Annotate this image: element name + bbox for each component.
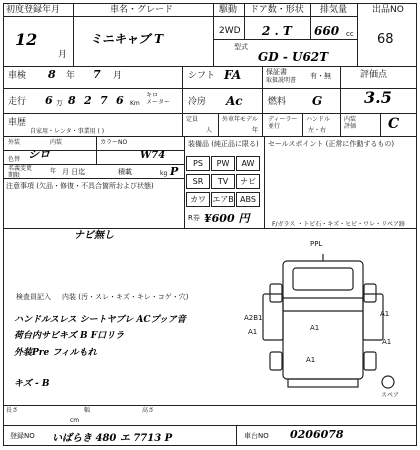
steering-options: 左・右 — [308, 127, 327, 134]
dealer-label: ディーラー並行 — [268, 116, 298, 130]
width-label: 幅 — [84, 407, 91, 414]
inspector-options: 内装 (汚・スレ・キズ・キレ・コゲ・穴) — [62, 293, 189, 301]
lot-label: 出品NO — [372, 5, 404, 15]
ac-value: Ac — [226, 94, 243, 108]
equip-sr: SR — [186, 174, 210, 189]
equip-aw: AW — [236, 156, 260, 171]
model-year-unit: 年 — [252, 127, 259, 134]
interior-color-label: 内装 — [50, 139, 63, 146]
exterior-color-value: シロ — [28, 148, 50, 161]
date-year-unit: 年 — [50, 168, 57, 175]
mileage-label: 走行 — [8, 97, 27, 107]
cc-unit: cc — [346, 30, 354, 38]
month-unit: 月 — [58, 50, 68, 60]
score-label: 評価点 — [360, 70, 388, 80]
spare-label: スペア — [381, 392, 400, 399]
shift-label: シフト — [188, 71, 216, 81]
date-month-day: 月 日迄 — [62, 168, 86, 176]
warranty-options: 有・無 — [310, 72, 331, 80]
model-year-label: 外車年モデル — [222, 116, 258, 123]
drive-value: 2WD — [219, 26, 241, 36]
height-label: 高さ — [142, 407, 155, 414]
score-value: 3.5 — [364, 88, 392, 107]
reg-no-value: いばらき 480 エ 7713 P — [52, 433, 173, 444]
inspector-line-1: ハンドルスレス シートヤブレ ACプッア音 — [14, 315, 186, 325]
displacement-value: 660 — [314, 24, 340, 38]
shift-value: FA — [224, 68, 242, 82]
capacity-unit: 人 — [206, 127, 213, 134]
steering-label: ハンドル — [306, 116, 331, 123]
mileage-d1: 6 — [45, 94, 53, 107]
history-options: 自家用・レンタ・事業用 ( ) — [30, 128, 105, 135]
notes-label: 注意事項 (欠品・修復・不具合箇所および状態) — [6, 182, 154, 190]
inspector-line-4: キズ - B — [14, 379, 50, 389]
equip-abs: ABS — [236, 192, 260, 207]
glass-label: F/ガラス ・トビ石・キズ・ヒビ・ワレ・リペア跡 — [272, 221, 405, 228]
chassis-label: 車台NO — [244, 432, 269, 440]
mileage-note: キロ メーター — [146, 92, 171, 106]
equipment-title: 装備品 (純正品に限る) — [188, 140, 259, 148]
model-type-label: 型式 — [234, 43, 248, 51]
length-unit: cm — [70, 417, 80, 424]
warranty-label: 保証書 — [266, 68, 287, 76]
notes-content: ナビ無し — [74, 230, 114, 241]
exterior-color-label: 外装 — [8, 139, 21, 146]
reg-no-label: 登録NO — [10, 432, 35, 440]
lot-number: 68 — [377, 32, 394, 47]
shaken-label: 車検 — [8, 71, 27, 81]
recycle-kg: P — [170, 165, 179, 178]
mileage-d5: 6 — [116, 94, 124, 107]
capacity-label: 定員 — [186, 116, 199, 123]
first-reg-label: 初度登録年月 — [6, 5, 61, 15]
mileage-unit2: Km — [130, 100, 140, 107]
equip-tv: TV — [211, 174, 235, 189]
first-reg-month: 12 — [15, 30, 38, 49]
diagram-label-a1-center: A1 — [310, 324, 320, 332]
inspector-line-3: 外装Pre フィルもれ — [14, 348, 97, 358]
loading-unit: kg — [160, 170, 168, 177]
recycle-value: ¥600 円 — [204, 212, 250, 225]
sales-point-label: セールスポイント (正常に作動するもの) — [268, 140, 395, 148]
color-no-value: W74 — [140, 150, 166, 161]
shaken-month: 7 — [93, 68, 101, 81]
diagram-label-a1-bottom: A1 — [306, 356, 316, 364]
mileage-d4: 7 — [100, 94, 108, 107]
car-diagram — [238, 236, 408, 406]
mileage-d2: 8 — [68, 94, 76, 107]
shaken-nen: 年 — [66, 71, 76, 81]
inspector-label: 検査員記入 — [16, 293, 51, 301]
drive-label: 駆動 — [219, 5, 238, 15]
diagram-label-a1-right: A1 — [382, 338, 392, 346]
name-change-label: 名義変更 期限 — [8, 165, 33, 179]
loading-label: 積載 — [118, 168, 132, 176]
mileage-d3: 2 — [84, 94, 92, 107]
mileage-unit1: 万 — [56, 99, 63, 107]
interior-score-value: C — [388, 116, 400, 132]
equip-airbag: エアB — [211, 192, 235, 207]
fuel-label: 燃料 — [268, 97, 287, 107]
chassis-no: 0206078 — [290, 428, 344, 441]
doors-value: 2 . T — [262, 24, 292, 38]
model-type-value: GD - U62T — [258, 50, 329, 64]
equip-pw: PW — [211, 156, 235, 171]
car-name: ミニキャブ T — [90, 32, 164, 46]
diagram-label-ppl: PPL — [310, 240, 323, 248]
shaken-year: 8 — [48, 68, 56, 81]
displacement-label: 排気量 — [320, 5, 348, 15]
warranty-sub: 取扱説明書 — [266, 77, 297, 84]
equip-ps: PS — [186, 156, 210, 171]
ac-label: 冷房 — [188, 97, 207, 107]
color-no-label: カラーNO — [100, 139, 128, 146]
fuel-value: G — [312, 94, 323, 108]
doors-label: ドア数・形状 — [250, 5, 304, 15]
color-change-label: 色替 — [8, 156, 21, 163]
diagram-label-a1-right-top: A1 — [380, 310, 390, 318]
history-label: 車歴 — [8, 118, 27, 128]
equip-leather: カワ — [186, 192, 210, 207]
car-name-label: 車名・グレード — [110, 5, 174, 15]
equip-navi: ナビ — [236, 174, 260, 189]
diagram-label-a2b1: A2B1 — [244, 314, 263, 322]
inspector-line-2: 荷台内サビキズ B F口リラ — [14, 331, 125, 341]
length-label: 長さ — [6, 407, 19, 414]
shaken-tsuki: 月 — [113, 71, 123, 81]
interior-score-label: 内装 評価 — [344, 116, 357, 130]
recycle-label: R券 — [188, 214, 200, 222]
diagram-label-a1-left: A1 — [248, 328, 258, 336]
